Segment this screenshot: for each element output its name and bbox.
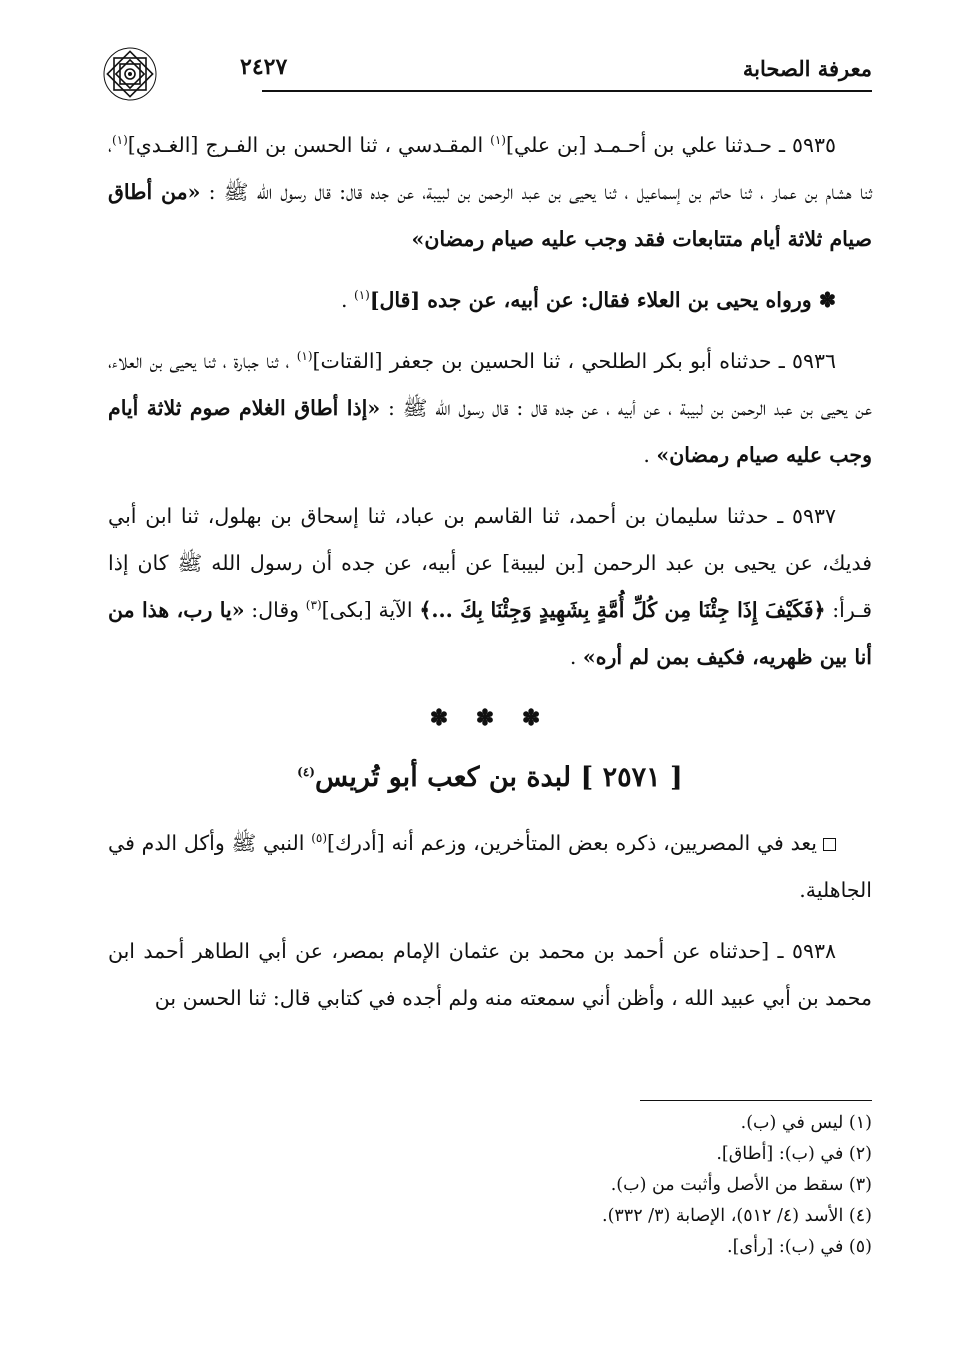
entry-title: [ ٢٥٧١ ] لبدة بن كعب أبو تُريس — [314, 762, 683, 793]
text-segment: المقـدسي ، ثنا الحسن بن الفـرج [الغـدي] — [127, 133, 491, 157]
footnote-5: (٥) في (ب): [رأى]. — [727, 1237, 872, 1257]
hadith-5937 — [108, 493, 872, 681]
hadith-5938 — [108, 928, 872, 1022]
footnote-ref: (٥) — [311, 831, 328, 846]
hadith-5936 — [108, 338, 872, 479]
text-segment: ٥٩٣٧ ـ حدثنا سليمان بن أحمد، ثنا القاسم بن عباد، ثنا إسحاق بن بهلول، ثنا ابن أبي فديك، عن يحيى بن عبد الرحمن [بن لبيبة] عن أبيه، عن جده أن رسول الله ﷺ كان إذا قـرأ: — [108, 504, 872, 622]
footnote-ref: (٣) — [305, 598, 322, 613]
footnote-4: (٤) الأسد (٤/ ٥١٢)، الإصابة (٣/ ٣٣٢). — [602, 1206, 872, 1226]
text-segment: ، ثنا هشام بن عمار ، ثنا حاتم بن إسماعيل ، ثنا يحيى بن عبد الرحمن بن لبيبة، عن جده قال: قال رسول الله ﷺ : — [108, 133, 872, 204]
note-ala — [108, 277, 872, 324]
entry-intro — [108, 820, 872, 914]
page-header — [100, 52, 872, 104]
footnotes — [300, 1108, 872, 1263]
entry-heading — [108, 750, 872, 806]
footnote-ref: (١) — [296, 349, 313, 364]
text-segment: ٥٩٣٦ ـ حدثناه أبو بكر الطلحي ، ثنا الحسين بن جعفر [القتات] — [312, 349, 836, 373]
quran-verse: ﴿فَكَيْفَ إِذَا جِئْنَا مِن كُلِّ أُمَّةٍ بِشَهِيدٍ وَجِئْنَا بِكَ ...﴾ — [419, 598, 826, 622]
hadith-5935 — [108, 122, 872, 263]
main-text — [108, 122, 872, 1032]
text-segment: ، ثنا جبارة ، ثنا يحيى بن العلاء، عن يحيى بن عبد الرحمن بن لبيبة ، عن أبيه ، عن جده قال : قال رسول الله ﷺ : — [108, 349, 872, 420]
header-rule — [262, 90, 872, 92]
footnote-ref: (١) — [111, 133, 128, 148]
text-segment: يعد في المصريين، ذكره بعض المتأخرين، وزعم أنه [أدرك] — [327, 831, 817, 855]
text-segment: . — [569, 645, 583, 669]
text-segment: ✽ ورواه يحيى بن العلاء فقال: عن أبيه، عن جده [قال] — [369, 288, 836, 312]
running-title: معرفة الصحابة — [742, 56, 872, 81]
text-segment: ٥٩٣٥ ـ حـدثنا علي بن أحـمـد [بن علي] — [505, 133, 836, 157]
footnote-1: (١) ليس في (ب). — [740, 1113, 872, 1133]
star-ornament-icon — [100, 44, 160, 104]
footnote-rule — [640, 1100, 872, 1101]
footnote-2: (٢) في (ب): [أطاق]. — [716, 1144, 872, 1164]
text-segment: وقال: — [244, 598, 306, 622]
text-segment: . — [340, 288, 354, 312]
text-segment: . — [643, 443, 657, 467]
footnote-ref: (١) — [490, 133, 506, 148]
hadith-matn: «إذا أطاق الغلام صوم ثلاثة أيام وجب عليه صيام رمضان» — [108, 396, 872, 467]
hadith-matn: «يا رب، هذا من أنا بين ظهريه، فكيف بمن لم أره» — [108, 598, 872, 669]
section-separator: ✽ ✽ ✽ — [429, 705, 551, 731]
footnote-ref: (٤) — [297, 765, 315, 779]
text-segment: النبي ﷺ وأكل الدم في الجاهلية. — [108, 831, 872, 902]
square-bullet-icon — [823, 838, 836, 851]
page-number: ٢٤٢٧ — [240, 54, 288, 80]
footnote-3: (٣) سقط من الأصل وأثبت من (ب). — [610, 1175, 872, 1195]
text-segment: الآية [بكى] — [321, 598, 420, 622]
text-segment: ٥٩٣٨ ـ [حدثناه عن أحمد بن محمد بن عثمان الإمام بمصر، عن أبي الطاهر أحمد ابن محمد بن أبي عبيد الله ، وأظن أني سمعته منه ولم أجده في كتابي قال: ثنا الحسن بن — [108, 939, 872, 1010]
hadith-matn: «من أطاق صيام ثلاثة أيام متتابعات فقد وجب عليه صيام رمضان» — [108, 180, 872, 251]
footnote-ref: (١) — [354, 288, 370, 303]
